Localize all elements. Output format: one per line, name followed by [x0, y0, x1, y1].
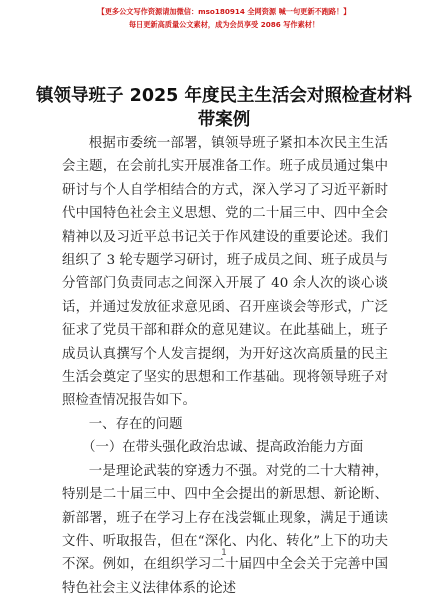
- document-title: [30, 84, 418, 132]
- subsection-heading: （一）在带头强化政治忠诚、提高政治能力方面: [82, 440, 364, 456]
- document-body: [62, 132, 388, 600]
- body-paragraph: 一是理论武装的穿透力不强。对党的二十大精神，特别是二十届三中、四中全会提出的新思想、新论断、新部署，班子在学习上存在浅尝辄止现象，满足于通读文件、听取报告，但在“深化、内化、转化”上下的功夫不深。例如，在组织学习二十届四中全会关于完善中国特色社会主义法律体系的论述: [62, 463, 388, 596]
- promo-banner: [0, 6, 448, 30]
- title-line-2: 带案例: [197, 110, 251, 130]
- section-heading: 一、存在的问题: [88, 416, 183, 432]
- intro-paragraph: 根据市委统一部署，镇领导班子紧扣本次民主生活会主题，在会前扎实开展准备工作。班子成员通过集中研讨与个人自学相结合的方式，深入学习了习近平新时代中国特色社会主义思想、党的二十届三中、四中全会精神以及习近平总书记关于作风建设的重要论述。我们组织了 3 轮专题学习研讨，班子成员之间、班子成员与分管部门负责同志之间深入开展了 40 余人次的谈心谈话，并通过发放征求意见函、召开座谈会等形式，广泛征求了党员干部和群众的意见建议。在此基础上，班子成员认真撰写个人发言提纲，为开好这次高质量的民主生活会奠定了坚实的思想和工作基础。现将领导班子对照检查情况报告如下。: [62, 136, 388, 409]
- promo-line-1: 【更多公文写作资源请加微信：mso180914 全网资源 喊一句更新不跑路！】: [97, 7, 351, 16]
- promo-line-2: 每日更新高质量公文素材，成为会员享受 2086 写作素材！: [128, 20, 320, 29]
- page-number: 1: [221, 548, 227, 558]
- title-line-1: 镇领导班子 2025 年度民主生活会对照检查材料: [36, 86, 412, 106]
